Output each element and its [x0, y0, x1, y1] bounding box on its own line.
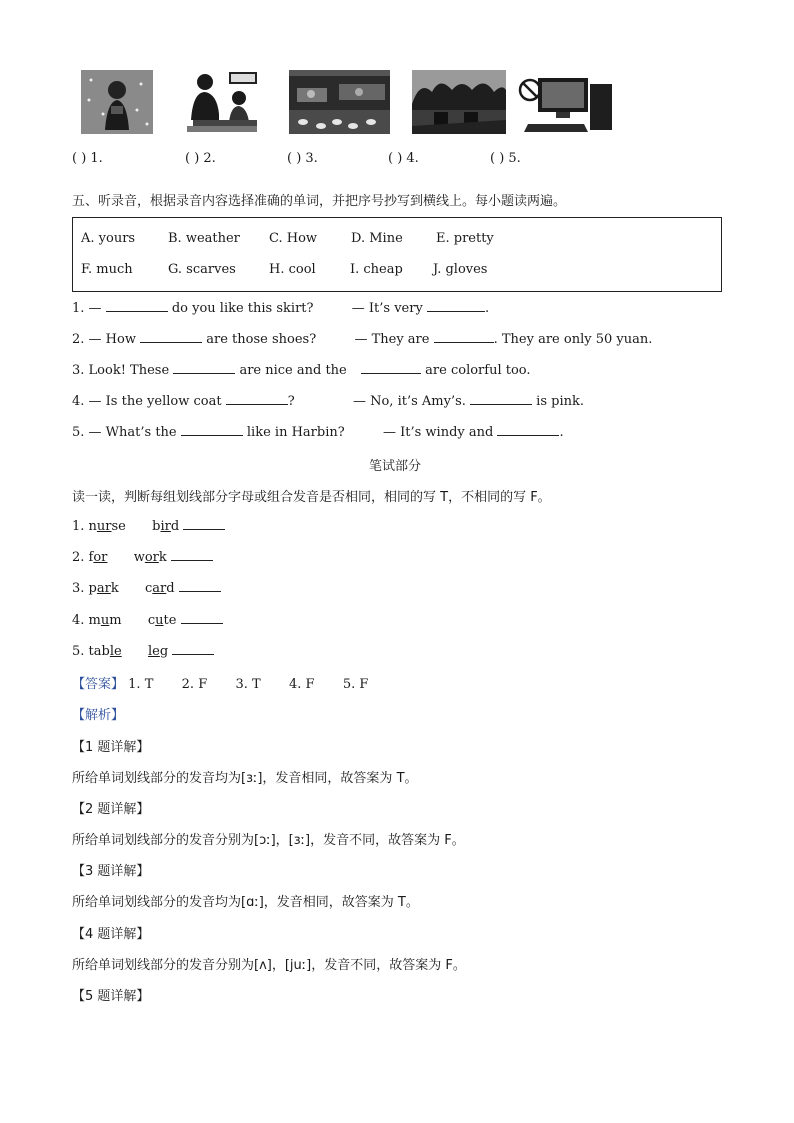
- question-4: [72, 392, 584, 409]
- answer-blank[interactable]: [172, 642, 214, 655]
- word-option: F. much: [81, 262, 133, 277]
- q1-end: .: [484, 301, 490, 316]
- word-part: se: [111, 519, 126, 534]
- written-heading: 笔试部分: [369, 459, 422, 474]
- word-option: H. cool: [269, 262, 316, 277]
- q4-blank-2[interactable]: [470, 392, 532, 405]
- q3-text: are nice and the: [239, 363, 347, 378]
- ducks-by-lake-icon: [289, 70, 390, 134]
- word-underlined: ar: [96, 581, 111, 596]
- picture-answer-4[interactable]: ( ) 4.: [388, 151, 419, 166]
- word-part: p: [88, 581, 97, 596]
- detail-heading-5: 【5 题详解】: [72, 989, 150, 1004]
- q5-blank-2[interactable]: [497, 423, 559, 436]
- answer-blank[interactable]: [181, 611, 223, 624]
- q1-blank-1[interactable]: [106, 299, 168, 312]
- word-underlined: ar: [152, 581, 167, 596]
- word-underlined: ir: [160, 519, 171, 534]
- picture-answer-5[interactable]: ( ) 5.: [490, 151, 521, 166]
- answer-blank[interactable]: [171, 548, 213, 561]
- detail-text-4: 所给单词划线部分的发音分别为[ʌ]，[juː]，发音不同，故答案为 F。: [72, 958, 466, 973]
- word-option: D. Mine: [351, 231, 403, 246]
- answer-blank[interactable]: [183, 517, 225, 530]
- word-underlined: or: [93, 550, 108, 565]
- word-part: f: [88, 550, 94, 565]
- word-underlined: le: [147, 644, 160, 659]
- word-underlined: ur: [96, 519, 112, 534]
- q4-text: ?: [287, 394, 295, 409]
- q1-blank-2[interactable]: [427, 299, 485, 312]
- answer-value: 5. F: [342, 677, 369, 692]
- word-part: te: [163, 613, 177, 628]
- picture-5: [518, 70, 618, 134]
- word-part: g: [159, 644, 169, 659]
- word-part: d: [170, 519, 180, 534]
- item-num: 2.: [72, 550, 89, 565]
- q2-end: . They are only 50 yuan.: [493, 332, 653, 347]
- q2-text: are those shoes?: [206, 332, 317, 347]
- word-option: A. yours: [81, 231, 136, 246]
- section5-title: 五、听录音，根据录音内容选择准确的单词，并把序号抄写到横线上。每小题读两遍。: [72, 194, 567, 209]
- q3-blank-1[interactable]: [173, 361, 235, 374]
- question-3: [72, 361, 531, 378]
- q1-text: do you like this skirt?: [171, 301, 314, 316]
- q2-prefix: 2. — How: [72, 332, 136, 347]
- question-1: [72, 299, 489, 316]
- detail-text-2: 所给单词划线部分的发音分别为[ɔː]，[ɜː]，发音不同，故答案为 F。: [72, 833, 465, 848]
- picture-1: [81, 70, 153, 134]
- q3-prefix: 3. Look! These: [72, 363, 170, 378]
- word-option: I. cheap: [350, 262, 403, 277]
- word-part: tab: [88, 644, 110, 659]
- picture-4: [412, 70, 506, 134]
- word-part: w: [133, 550, 145, 565]
- q2-blank-2[interactable]: [434, 330, 494, 343]
- answer-value: 3. T: [235, 677, 261, 692]
- word-underlined: u: [100, 613, 110, 628]
- q5-blank-1[interactable]: [181, 423, 243, 436]
- q2-reply: — They are: [354, 332, 430, 347]
- phonics-item-4: [72, 611, 223, 628]
- q1-prefix: 1. —: [72, 301, 102, 316]
- picture-answer-3[interactable]: ( ) 3.: [287, 151, 318, 166]
- picture-answer-1[interactable]: ( ) 1.: [72, 151, 103, 166]
- analysis-label: 【解析】: [72, 708, 125, 723]
- q5-prefix: 5. — What’s the: [72, 425, 177, 440]
- answer-value: 4. F: [289, 677, 315, 692]
- q4-reply: — No, it’s Amy’s.: [352, 394, 466, 409]
- detail-heading-1: 【1 题详解】: [72, 740, 150, 755]
- detail-heading-2: 【2 题详解】: [72, 802, 150, 817]
- word-part: m: [88, 613, 101, 628]
- word-option: C. How: [269, 231, 318, 246]
- computer-no-sign-icon: [518, 70, 618, 134]
- word-part: b: [152, 519, 161, 534]
- word-option: B. weather: [168, 231, 240, 246]
- word-part: d: [166, 581, 175, 596]
- q5-reply: — It’s windy and: [382, 425, 494, 440]
- answer-label: 【答案】: [72, 677, 125, 692]
- written-instruction: 读一读，判断每组划线部分字母或组合发音是否相同，相同的写 T，不相同的写 F。: [72, 490, 551, 505]
- answer-blank[interactable]: [179, 579, 221, 592]
- question-2: [72, 330, 652, 347]
- picture-2: [185, 70, 260, 134]
- q5-text: like in Harbin?: [246, 425, 345, 440]
- word-option: J. gloves: [433, 262, 488, 277]
- detail-text-3: 所给单词划线部分的发音均为[ɑː]，发音相同，故答案为 T。: [72, 895, 419, 910]
- q3-blank-2[interactable]: [361, 361, 421, 374]
- q3-end: are colorful too.: [425, 363, 531, 378]
- detail-text-1: 所给单词划线部分的发音均为[ɜː]，发音相同，故答案为 T。: [72, 771, 418, 786]
- child-in-snow-icon: [81, 70, 153, 134]
- answer-line: [72, 673, 368, 692]
- word-part: c: [145, 581, 153, 596]
- picture-3: [289, 70, 390, 134]
- q5-end: .: [559, 425, 564, 440]
- detail-heading-4: 【4 题详解】: [72, 927, 150, 942]
- q2-blank-1[interactable]: [140, 330, 202, 343]
- q4-prefix: 4. — Is the yellow coat: [72, 394, 222, 409]
- word-option: E. pretty: [436, 231, 494, 246]
- item-num: 5.: [72, 644, 89, 659]
- word-part: m: [109, 613, 122, 628]
- phonics-item-5: [72, 642, 214, 659]
- detail-heading-3: 【3 题详解】: [72, 864, 150, 879]
- q4-end: is pink.: [536, 394, 584, 409]
- q4-blank-1[interactable]: [226, 392, 288, 405]
- item-num: 3.: [72, 581, 89, 596]
- word-option: G. scarves: [168, 262, 236, 277]
- trees-landscape-icon: [412, 70, 506, 134]
- word-underlined: u: [155, 613, 164, 628]
- answer-value: 2. F: [181, 677, 208, 692]
- phonics-item-3: [72, 579, 221, 596]
- item-num: 1.: [72, 519, 89, 534]
- word-underlined: or: [144, 550, 159, 565]
- q1-reply: — It’s very: [351, 301, 423, 316]
- word-underlined: le: [109, 644, 122, 659]
- people-eating-icon: [185, 70, 260, 134]
- item-num: 4.: [72, 613, 89, 628]
- word-part: c: [147, 613, 156, 628]
- word-part: n: [88, 519, 97, 534]
- question-5: [72, 423, 564, 440]
- word-part: k: [110, 581, 119, 596]
- word-part: k: [158, 550, 167, 565]
- picture-answer-2[interactable]: ( ) 2.: [185, 151, 216, 166]
- phonics-item-1: [72, 517, 225, 534]
- phonics-item-2: [72, 548, 213, 565]
- word-bank-box: [72, 217, 722, 292]
- answer-value: 1. T: [128, 677, 154, 692]
